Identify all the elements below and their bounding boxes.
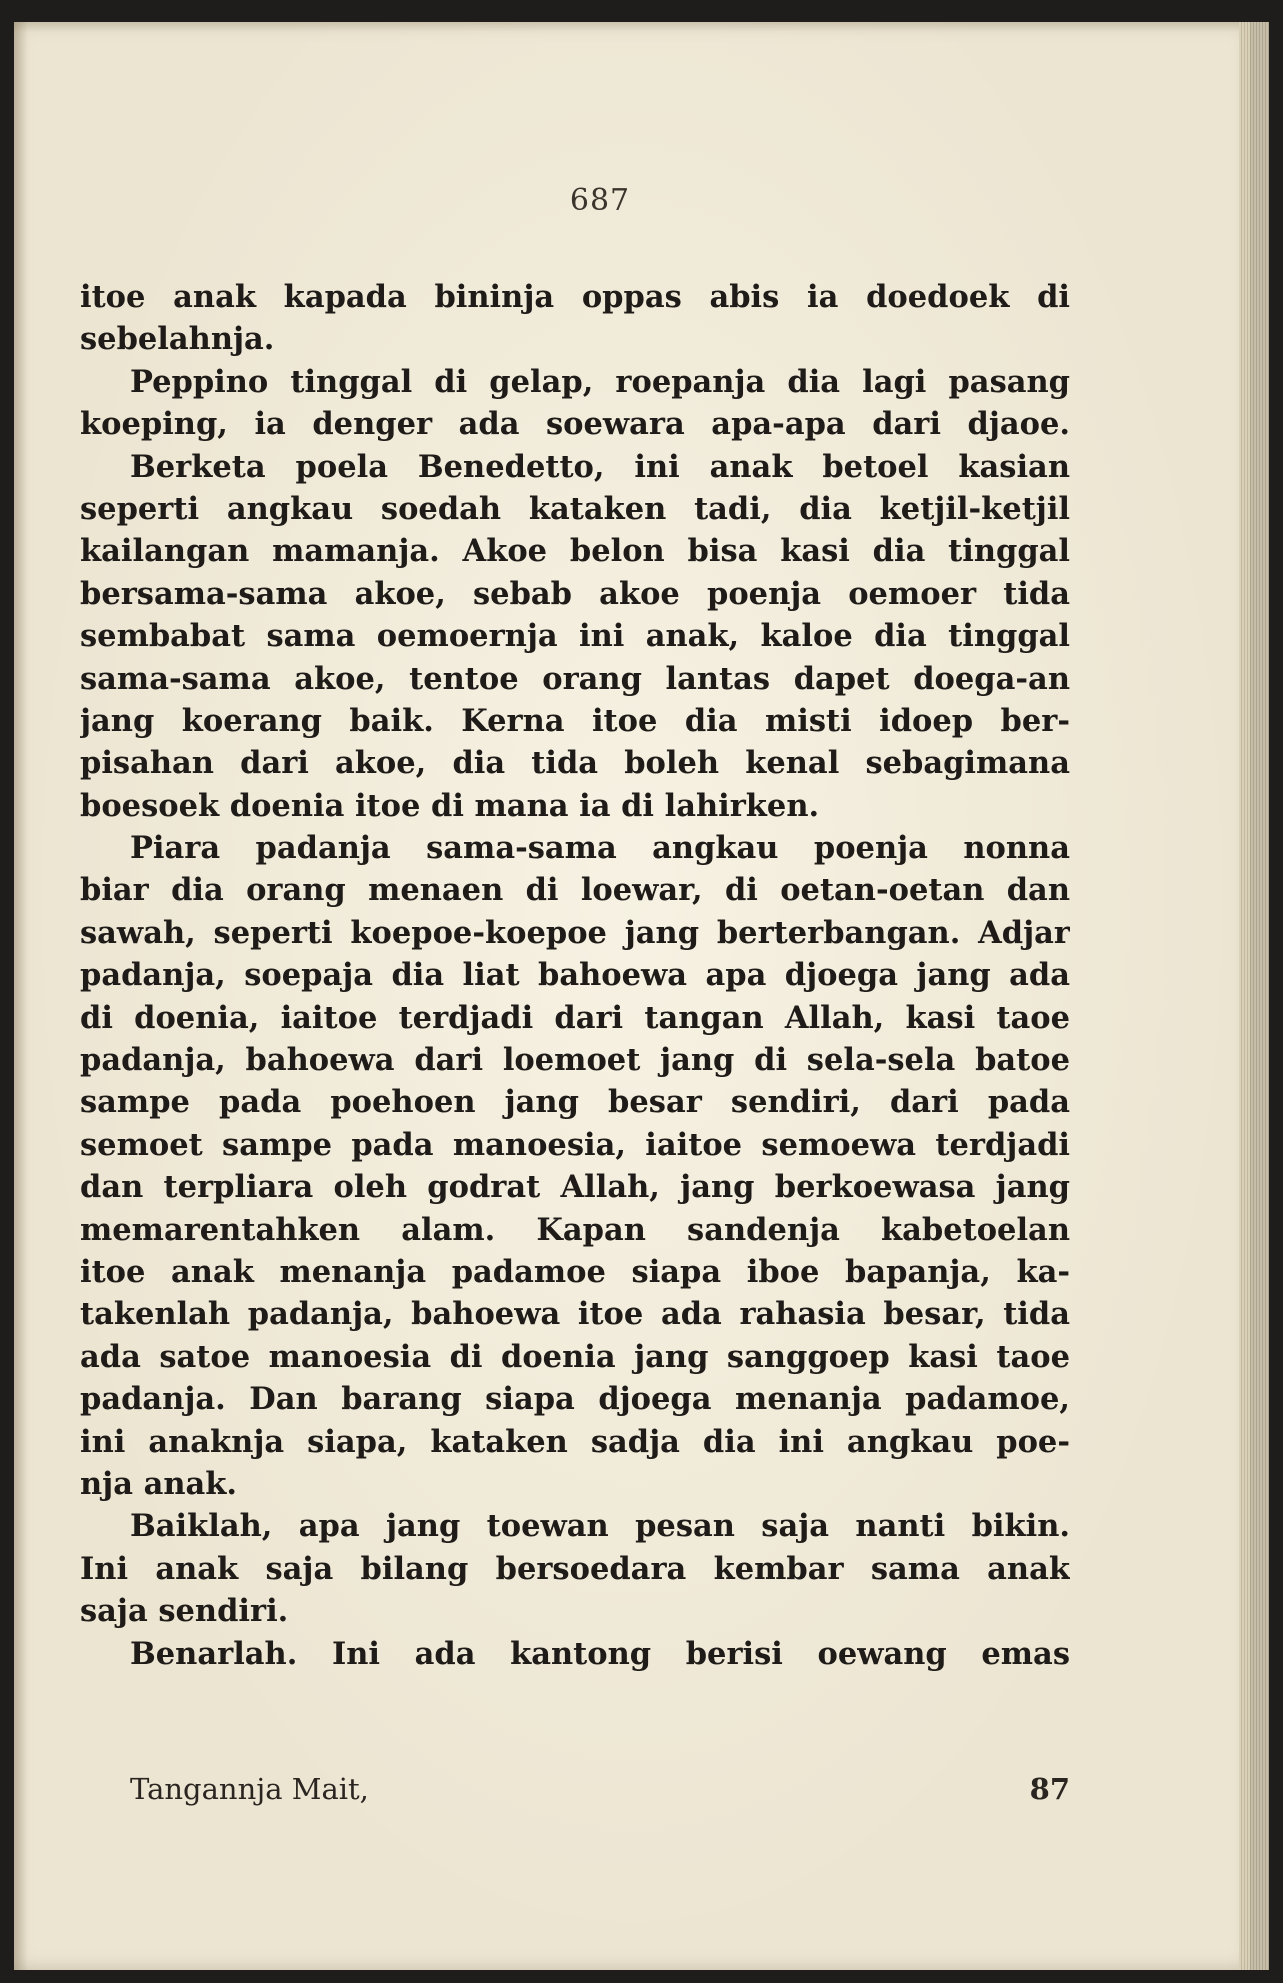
text-line: ini anaknja siapa, kataken sadja dia ini angkau poe- [80,1423,1070,1460]
page-number: 687 [569,183,631,218]
text-line: sawah, seperti koepoe-koepoe jang berterbangan. Adjar [80,914,1070,951]
text-line: Ini anak saja bilang bersoedara kembar sama anak [80,1550,1070,1587]
text-line: memarentahken alam. Kapan sandenja kabetoelan [80,1211,1070,1248]
text-line: itoe anak kapada bininja oppas abis ia doedoek di [80,279,1070,315]
text-line: takenlah padanja, bahoewa itoe ada rahasia besar, tida [80,1296,1070,1333]
text-line: biar dia orang menaen di loewar, di oetan-oetan dan [80,872,1070,909]
text-line: koeping, ia denger ada soewara apa-apa dari djaoe. [80,406,1070,443]
text-line: bersama-sama akoe, sebab akoe poenja oemoer tida [80,575,1070,612]
text-line: dan terpliara oleh godrat Allah, jang berkoewasa jang [80,1169,1070,1206]
text-line: padanja. Dan barang siapa djoega menanja padamoe, [80,1381,1070,1418]
text-line: Piara padanja sama-sama angkau poenja nonna [130,830,1070,867]
text-line: ada satoe manoesia di doenia jang sanggoep kasi taoe [80,1338,1070,1375]
text-line: seperti angkau soedah kataken tadi, dia ketjil-ketjil [80,490,1070,527]
text-line: sebelahnja. [80,321,275,358]
text-line: di doenia, iaitoe terdjadi dari tangan Allah, kasi taoe [80,999,1070,1036]
text-line: itoe anak menanja padamoe siapa iboe bapanja, ka- [80,1253,1070,1290]
text-line: sembabat sama oemoernja ini anak, kaloe dia tinggal [80,618,1070,655]
footer-signature-number: 87 [1029,1772,1070,1806]
text-line: Peppino tinggal di gelap, roepanja dia lagi pasang [130,363,1070,400]
body-text [80,276,1070,1675]
text-line: pisahan dari akoe, dia tida boleh kenal sebagimana [80,745,1070,782]
footer-signature-title: Tangannja Mait, [130,1772,369,1806]
text-line: padanja, soepaja dia liat bahoewa apa djoega jang ada [80,957,1070,994]
text-line: sama-sama akoe, tentoe orang lantas dapet doega-an [80,660,1070,697]
text-line: Berketa poela Benedetto, ini anak betoel kasian [130,448,1070,485]
text-line: nja anak. [80,1465,238,1502]
text-line: jang koerang baik. Kerna itoe dia misti idoep ber- [80,702,1070,739]
text-line: kailangan mamanja. Akoe belon bisa kasi dia tinggal [80,533,1070,570]
text-line: semoet sampe pada manoesia, iaitoe semoewa terdjadi [80,1126,1070,1163]
text-line: boesoek doenia itoe di mana ia di lahirken. [80,787,820,824]
text-line: padanja, bahoewa dari loemoet jang di sela-sela batoe [80,1042,1070,1079]
text-line: sampe pada poehoen jang besar sendiri, dari pada [80,1084,1070,1121]
page-stack-edges [1239,22,1269,1970]
text-line: saja sendiri. [80,1593,289,1630]
text-line: Benarlah. Ini ada kantong berisi oewang emas [130,1635,1070,1672]
text-line: Baiklah, apa jang toewan pesan saja nanti bikin. [130,1508,1070,1545]
